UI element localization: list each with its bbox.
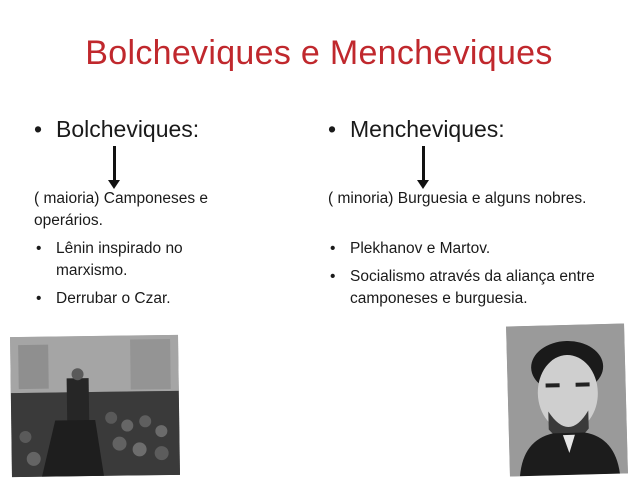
slide-title: Bolcheviques e Mencheviques: [85, 34, 553, 72]
bolcheviques-column: [34, 114, 299, 307]
mencheviques-bullet-list: [328, 238, 603, 316]
bolcheviques-bullet-list: [34, 238, 249, 316]
lenin-speech-photo: [10, 335, 180, 477]
arrow-down-icon: [113, 146, 116, 182]
mencheviques-column: [328, 114, 618, 307]
list-item: • Derrubar o Czar.: [34, 288, 249, 310]
arrow-down-icon: [422, 146, 425, 182]
list-item: • Socialismo através da aliança entre camponeses e burguesia.: [328, 266, 603, 310]
list-item: • Plekhanov e Martov.: [328, 238, 603, 260]
bolcheviques-description: ( maioria) Camponeses e operários.: [34, 190, 209, 229]
mencheviques-heading: • Mencheviques:: [328, 114, 618, 144]
bolcheviques-heading: • Bolcheviques:: [34, 114, 299, 144]
martov-portrait-photo: [506, 323, 628, 476]
mencheviques-description: ( minoria) Burguesia e alguns nobres.: [328, 190, 587, 207]
list-item: • Lênin inspirado no marxismo.: [34, 238, 249, 282]
